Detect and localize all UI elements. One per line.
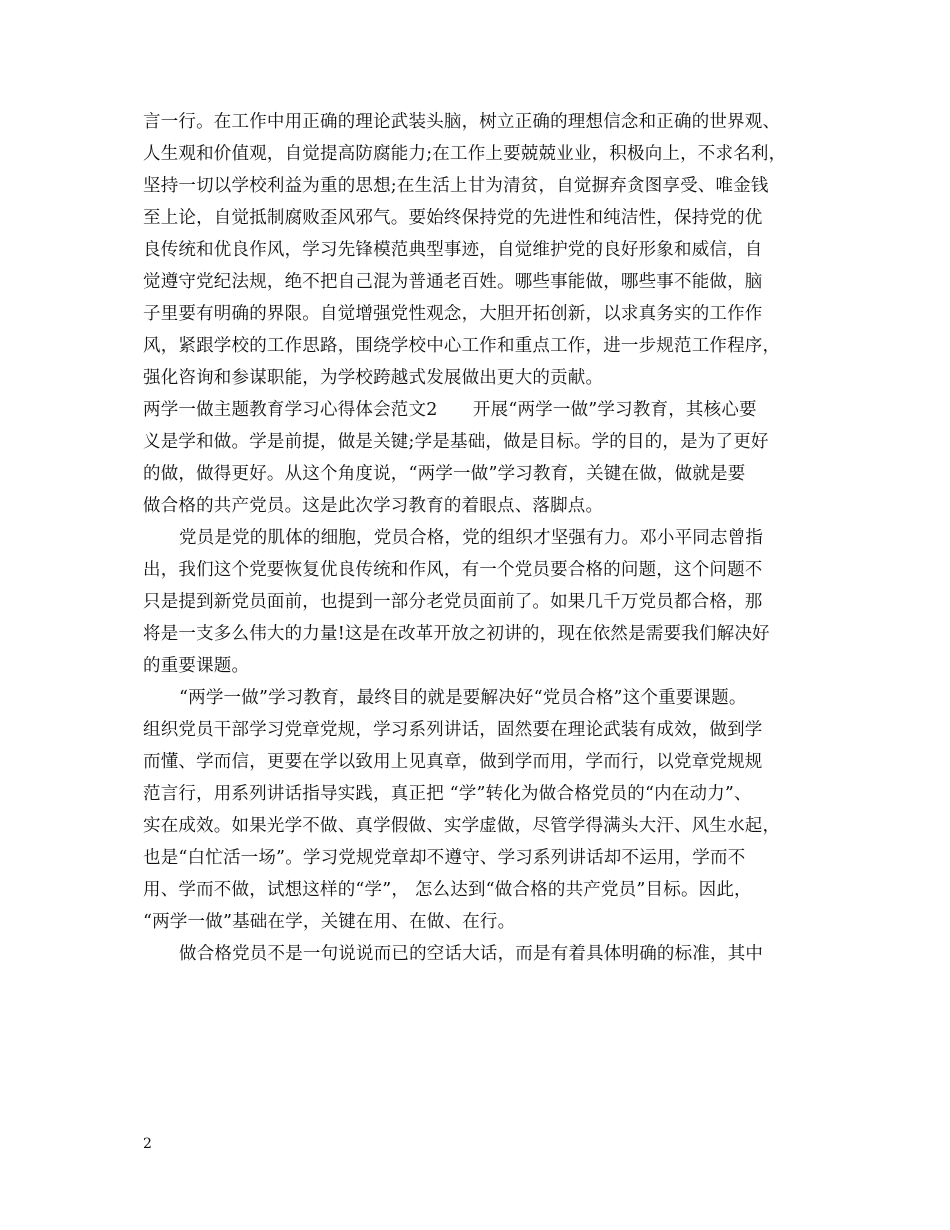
text-line: “两学一做”基础在学，关键在用、在做、在行。	[143, 912, 516, 932]
section-heading-line: 两学一做主题教育学习心得体会范文2 开展“两学一做”学习教育，其核心要	[143, 400, 757, 420]
paragraph-start-line: “两学一做”学习教育，最终目的就是要解决好“党员合格”这个重要课题。	[179, 688, 747, 708]
text-line: 出，我们这个党要恢复优良传统和作风，有一个党员要合格的问题，这个问题不	[143, 560, 763, 580]
text-line: 的做，做得更好。从这个角度说，“两学一做”学习教育，关键在做，做就是要	[143, 464, 746, 484]
text-line: 强化咨询和参谋职能，为学校跨越式发展做出更大的贡献。	[143, 368, 604, 388]
paragraph-start-line: 做合格党员不是一句说说而已的空话大话，而是有着具体明确的标准，其中	[179, 944, 764, 964]
text-line: 组织党员干部学习党章党规，学习系列讲话，固然要在理论武装有成效，做到学	[143, 720, 763, 740]
text-line: 义是学和做。学是前提，做是关键;学是基础，做是目标。学的目的，是为了更好	[143, 432, 769, 452]
text-line: 坚持一切以学校利益为重的思想;在生活上甘为清贫，自觉摒弃贪图享受、唯金钱	[143, 176, 769, 196]
text-line: 做合格的共产党员。这是此次学习教育的着眼点、落脚点。	[143, 496, 604, 516]
paragraph-start-line: 党员是党的肌体的细胞，党员合格，党的组织才坚强有力。邓小平同志曾指	[179, 528, 764, 548]
text-line: 人生观和价值观，自觉提高防腐能力;在工作上要兢兢业业，积极向上，不求名利，	[143, 144, 787, 164]
text-line: 良传统和优良作风，学习先锋模范典型事迹，自觉维护党的良好形象和威信，自	[143, 240, 763, 260]
text-line: 至上论，自觉抵制腐败歪风邪气。要始终保持党的先进性和纯洁性，保持党的优	[143, 208, 763, 228]
text-line: 子里要有明确的界限。自觉增强党性观念，大胆开拓创新，以求真务实的工作作	[143, 304, 763, 324]
text-line: 言一行。在工作中用正确的理论武装头脑，树立正确的理想信念和正确的世界观、	[143, 112, 781, 132]
page-number: 2	[143, 1136, 152, 1152]
text-line: 范言行，用系列讲话指导实践，真正把 “学”转化为做合格党员的“内在动力”、	[143, 784, 752, 804]
text-line: 实在成效。如果光学不做、真学假做、实学虚做，尽管学得满头大汗、风生水起，	[143, 816, 781, 836]
text-line: 也是“白忙活一场”。学习党规党章却不遵守、学习系列讲话却不运用，学而不	[143, 848, 746, 868]
text-line: 风，紧跟学校的工作思路，围绕学校中心工作和重点工作，进一步规范工作程序，	[143, 336, 781, 356]
text-line: 只是提到新党员面前，也提到一部分老党员面前了。如果几千万党员都合格，那	[143, 592, 763, 612]
text-line: 的重要课题。	[143, 656, 250, 676]
text-line: 觉遵守党纪法规，绝不把自己混为普通老百姓。哪些事能做，哪些事不能做，脑	[143, 272, 763, 292]
document-body	[143, 106, 823, 970]
text-line: 将是一支多么伟大的力量!这是在改革开放之初讲的，现在依然是需要我们解决好	[143, 624, 770, 644]
text-line: 用、学而不做，试想这样的“学”， 怎么达到“做合格的共产党员”目标。因此，	[143, 880, 752, 900]
text-line: 而懂、学而信，更要在学以致用上见真章，做到学而用，学而行，以党章党规规	[143, 752, 763, 772]
